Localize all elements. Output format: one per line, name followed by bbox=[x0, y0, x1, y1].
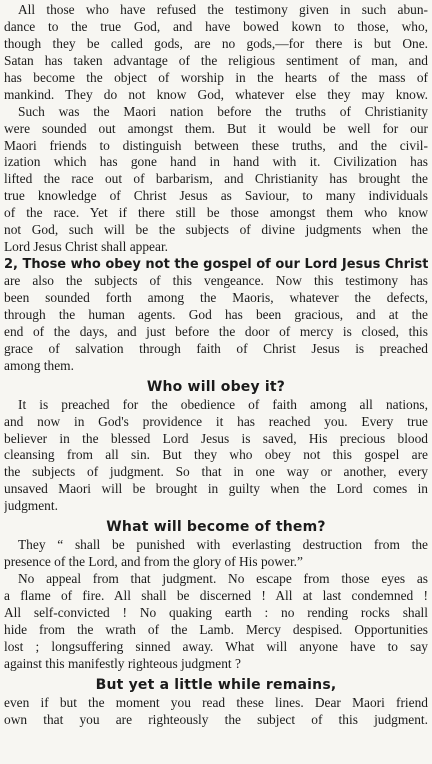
text-line: All those who have refused the testimony given in such abun- bbox=[18, 2, 428, 17]
subheading-text: 2, Those who obey not the gospel of our Lord Jesus Christ bbox=[4, 257, 428, 273]
text-line: mankind. They do not know God, whatever else they may know. bbox=[4, 86, 428, 102]
heading-little-while-remains: But yet a little while remains, bbox=[95, 676, 337, 693]
text-line: No appeal from that judgment. No escape from those eyes as bbox=[18, 571, 428, 587]
text-line: ization which has gone hand in hand with it. Civilization has bbox=[4, 154, 428, 170]
paragraph-maori-nation bbox=[4, 104, 428, 256]
text-line: All self-convicted ! No quaking earth : no rending rocks shall bbox=[4, 604, 428, 620]
text-line: even if but the moment you read these lines. Dear Maori friend bbox=[4, 694, 428, 710]
text-line: has become the object of worship in the hearts of the mass of bbox=[4, 69, 428, 85]
heading-who-will-obey: Who will obey it? bbox=[146, 378, 286, 395]
text-line: not God, such will be the subjects of divine judgments when the bbox=[4, 222, 428, 238]
paragraph-obey-not-gospel bbox=[4, 256, 428, 375]
text-line: though they be called gods, are no gods,—for there is but One. bbox=[4, 35, 428, 51]
text-line: own that you are righteously the subject of this judgment. bbox=[4, 711, 428, 727]
text-line: a flame of fire. All shall be discerned ! All at last condemned ! bbox=[4, 588, 428, 603]
text-line: Maori friends to distinguish between these truths, and the civil- bbox=[4, 137, 428, 153]
text-line: It is preached for the obedience of faith among all nations, bbox=[18, 396, 428, 412]
text-line: lost ; longsuffering sinned away. What will anyone have to say bbox=[4, 638, 428, 654]
text-line: Such was the Maori nation before the truths of Christianity bbox=[18, 103, 428, 119]
text-line: been sounded forth among the Maoris, whatever the defects, bbox=[4, 289, 428, 305]
paragraph-moment bbox=[4, 695, 428, 729]
text-line: believer in the blessed Lord Jesus is saved, His precious blood bbox=[4, 430, 428, 446]
text-line: Lord Jesus Christ shall appear. bbox=[4, 239, 169, 255]
paragraph-punished bbox=[4, 537, 428, 571]
text-line: unsaved Maori will be brought in guilty when the Lord comes in bbox=[4, 481, 428, 497]
text-line: Satan has taken advantage of the religious sentiment of man, and bbox=[4, 52, 428, 68]
heading-what-will-become: What will become of them? bbox=[106, 519, 326, 536]
text-line: dance to the true God, and have bowed kown to those, who, bbox=[4, 18, 428, 34]
paragraph-preached bbox=[4, 397, 428, 516]
text-line: end of the days, and just before the door of mercy is closed, this bbox=[4, 323, 428, 339]
section-subheading bbox=[4, 256, 428, 273]
text-line: of the race. Yet if there still be those amongst them who know bbox=[4, 205, 428, 221]
text-line: They “ shall be punished with everlasting destruction from the bbox=[18, 537, 428, 553]
text-line: judgment. bbox=[4, 498, 58, 514]
text-line: lifted the race out of barbarism, and Christianity has brought the bbox=[4, 171, 428, 187]
text-line: true knowledge of Christ Jesus as Saviour, to many individuals bbox=[4, 188, 428, 204]
paragraph-refused-testimony bbox=[4, 2, 428, 104]
text-line: grace of salvation through faith of Christ Jesus is preached bbox=[4, 340, 428, 356]
text-line: and now in God's providence it has reached you. Every true bbox=[4, 413, 428, 429]
text-line: presence of the Lord, and from the glory of His power.” bbox=[4, 554, 303, 570]
text-line: are also the subjects of this vengeance. Now this testimony has bbox=[4, 273, 428, 288]
text-line: the subjects of judgment. So that in one way or another, every bbox=[4, 464, 428, 480]
text-line: among them. bbox=[4, 357, 74, 373]
paragraph-no-appeal bbox=[4, 571, 428, 673]
text-line: through the human agents. God has been gracious, and at the bbox=[4, 306, 428, 322]
text-line: hide from the wrath of the Lamb. Mercy despised. Opportunities bbox=[4, 621, 428, 637]
text-line: cleansing from all sin. But they who obey not this gospel are bbox=[4, 447, 428, 463]
text-line: were sounded out amongst them. But it would be well for our bbox=[4, 120, 428, 136]
text-line: against this manifestly righteous judgment ? bbox=[4, 655, 241, 671]
